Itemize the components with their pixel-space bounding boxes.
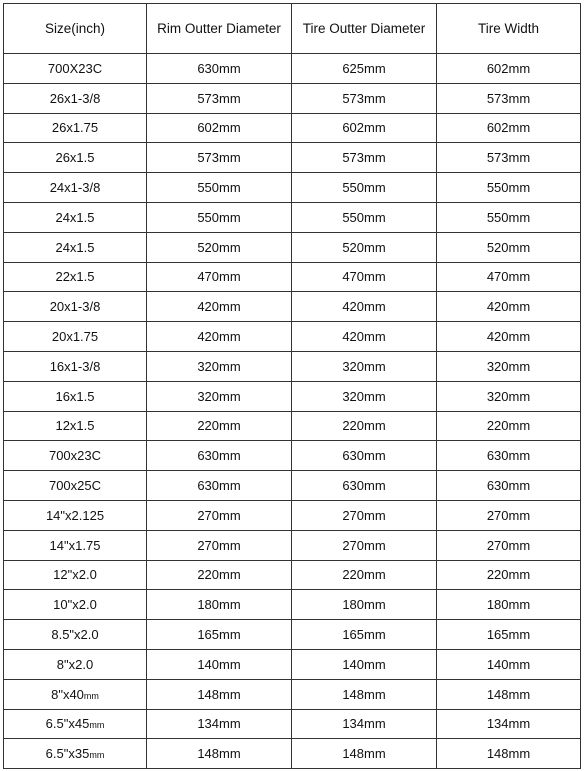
cell-size-value: 8"x40 [51,686,84,702]
cell-tire-outter-diameter: 573mm [292,83,437,113]
cell-size-value: 700x23C [48,448,102,464]
cell-rim-outter-diameter: 573mm [147,83,292,113]
cell-size [4,471,147,501]
cell-size [4,590,147,620]
table-row [4,113,581,143]
cell-size-value: 22x1.5 [55,269,95,285]
cell-tire-width: 148mm [437,739,581,769]
cell-tire-width: 180mm [437,590,581,620]
header-tire-width: Tire Width [437,4,581,54]
cell-rim-outter-diameter: 270mm [147,530,292,560]
cell-tire-outter-diameter: 140mm [292,649,437,679]
cell-size-value: 10"x2.0 [53,597,97,613]
table-row [4,322,581,352]
cell-size [4,113,147,143]
table-row [4,709,581,739]
cell-tire-width: 140mm [437,649,581,679]
cell-size-unit: mm [89,750,105,761]
cell-tire-outter-diameter: 470mm [292,262,437,292]
cell-tire-width: 630mm [437,441,581,471]
cell-rim-outter-diameter: 180mm [147,590,292,620]
cell-tire-outter-diameter: 625mm [292,54,437,84]
cell-tire-outter-diameter: 550mm [292,173,437,203]
cell-tire-width: 220mm [437,560,581,590]
cell-tire-width: 270mm [437,500,581,530]
cell-size-value: 6.5"x35 [45,746,90,762]
cell-size-value: 26x1-3/8 [49,90,101,106]
cell-size [4,500,147,530]
cell-tire-outter-diameter: 165mm [292,620,437,650]
cell-rim-outter-diameter: 630mm [147,441,292,471]
cell-tire-outter-diameter: 180mm [292,590,437,620]
cell-tire-width: 134mm [437,709,581,739]
table-header-row [4,4,581,54]
cell-size-value: 24x1.5 [55,239,95,255]
cell-size [4,709,147,739]
table-row [4,739,581,769]
cell-size-value: 24x1-3/8 [49,180,101,196]
cell-size-value: 12"x2.0 [53,567,97,583]
cell-tire-outter-diameter: 420mm [292,292,437,322]
cell-rim-outter-diameter: 420mm [147,322,292,352]
cell-tire-outter-diameter: 270mm [292,530,437,560]
cell-tire-width: 520mm [437,232,581,262]
table-row [4,381,581,411]
cell-rim-outter-diameter: 420mm [147,292,292,322]
cell-rim-outter-diameter: 148mm [147,739,292,769]
cell-tire-width: 630mm [437,471,581,501]
cell-size-value: 6.5"x45 [45,716,90,732]
cell-size [4,262,147,292]
table-row [4,54,581,84]
cell-tire-width: 165mm [437,620,581,650]
cell-size-value: 14"x2.125 [45,507,105,523]
cell-tire-width: 550mm [437,173,581,203]
cell-size-value: 8.5"x2.0 [51,627,99,643]
cell-size [4,202,147,232]
cell-size [4,232,147,262]
cell-size [4,441,147,471]
cell-tire-outter-diameter: 148mm [292,679,437,709]
table-row [4,441,581,471]
cell-size-value: 26x1.75 [51,120,99,136]
cell-rim-outter-diameter: 148mm [147,679,292,709]
cell-size [4,679,147,709]
cell-rim-outter-diameter: 140mm [147,649,292,679]
cell-tire-width: 270mm [437,530,581,560]
cell-rim-outter-diameter: 573mm [147,143,292,173]
cell-size-value: 12x1.5 [55,418,95,434]
cell-tire-width: 420mm [437,292,581,322]
cell-size [4,530,147,560]
table-row [4,471,581,501]
cell-rim-outter-diameter: 320mm [147,351,292,381]
cell-size-value: 700X23C [47,60,103,76]
cell-tire-outter-diameter: 148mm [292,739,437,769]
cell-size-value: 8"x2.0 [56,656,94,672]
cell-tire-outter-diameter: 320mm [292,381,437,411]
cell-rim-outter-diameter: 550mm [147,173,292,203]
cell-size [4,381,147,411]
cell-rim-outter-diameter: 134mm [147,709,292,739]
table-body [4,54,581,769]
cell-size [4,322,147,352]
cell-rim-outter-diameter: 220mm [147,560,292,590]
table-row [4,232,581,262]
cell-tire-outter-diameter: 602mm [292,113,437,143]
table-row [4,143,581,173]
cell-tire-width: 573mm [437,83,581,113]
table-row [4,202,581,232]
table-row [4,620,581,650]
cell-size [4,560,147,590]
cell-size-value: 16x1.5 [55,388,95,404]
cell-size [4,173,147,203]
cell-size-value: 20x1.75 [51,329,99,345]
cell-size [4,739,147,769]
cell-size-value: 14"x1.75 [49,537,101,553]
cell-tire-outter-diameter: 630mm [292,441,437,471]
cell-tire-width: 573mm [437,143,581,173]
cell-size-value: 700x25C [48,478,102,494]
cell-tire-outter-diameter: 520mm [292,232,437,262]
header-tire-outter-diameter: Tire Outter Diameter [292,4,437,54]
cell-rim-outter-diameter: 320mm [147,381,292,411]
cell-tire-width: 470mm [437,262,581,292]
cell-size-unit: mm [89,720,105,731]
cell-tire-outter-diameter: 573mm [292,143,437,173]
cell-size-value: 20x1-3/8 [49,299,101,315]
cell-tire-outter-diameter: 420mm [292,322,437,352]
cell-tire-outter-diameter: 220mm [292,411,437,441]
cell-rim-outter-diameter: 270mm [147,500,292,530]
cell-tire-width: 550mm [437,202,581,232]
cell-tire-width: 320mm [437,381,581,411]
cell-rim-outter-diameter: 550mm [147,202,292,232]
table-row [4,292,581,322]
cell-size [4,649,147,679]
cell-size-value: 26x1.5 [55,150,95,166]
cell-tire-width: 602mm [437,54,581,84]
table-row [4,351,581,381]
tire-size-table [3,3,581,769]
cell-size [4,54,147,84]
cell-tire-outter-diameter: 320mm [292,351,437,381]
cell-tire-outter-diameter: 550mm [292,202,437,232]
cell-size-value: 24x1.5 [55,209,95,225]
cell-rim-outter-diameter: 470mm [147,262,292,292]
table-row [4,560,581,590]
tire-size-table-container [3,3,580,769]
table-row [4,262,581,292]
header-rim-outter-diameter: Rim Outter Diameter [147,4,292,54]
cell-size [4,411,147,441]
cell-size [4,143,147,173]
cell-size-value: 16x1-3/8 [49,358,101,374]
cell-rim-outter-diameter: 630mm [147,54,292,84]
cell-tire-outter-diameter: 134mm [292,709,437,739]
table-row [4,500,581,530]
cell-size [4,83,147,113]
cell-tire-width: 420mm [437,322,581,352]
cell-size [4,620,147,650]
cell-tire-width: 220mm [437,411,581,441]
table-row [4,649,581,679]
cell-rim-outter-diameter: 165mm [147,620,292,650]
cell-size [4,351,147,381]
table-row [4,173,581,203]
cell-rim-outter-diameter: 220mm [147,411,292,441]
table-row [4,83,581,113]
cell-size-unit: mm [83,690,99,701]
cell-rim-outter-diameter: 630mm [147,471,292,501]
cell-tire-outter-diameter: 270mm [292,500,437,530]
cell-tire-outter-diameter: 220mm [292,560,437,590]
header-size: Size(inch) [4,4,147,54]
cell-tire-width: 320mm [437,351,581,381]
cell-tire-width: 148mm [437,679,581,709]
table-row [4,679,581,709]
table-row [4,411,581,441]
cell-rim-outter-diameter: 602mm [147,113,292,143]
cell-rim-outter-diameter: 520mm [147,232,292,262]
cell-tire-width: 602mm [437,113,581,143]
cell-tire-outter-diameter: 630mm [292,471,437,501]
table-row [4,590,581,620]
table-row [4,530,581,560]
cell-size [4,292,147,322]
